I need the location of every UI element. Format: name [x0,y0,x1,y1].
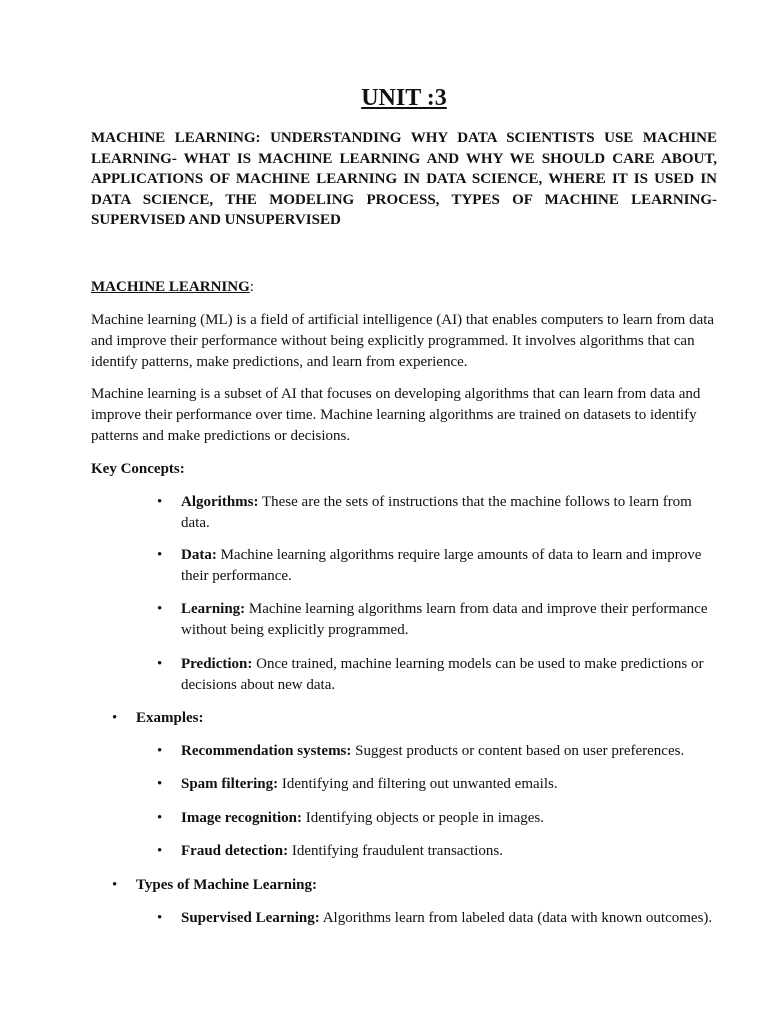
list-item [157,654,721,696]
section-heading [91,277,254,297]
bullet-icon: • [157,601,163,617]
bullet-icon: • [112,877,118,893]
item-text: Machine learning algorithms learn from data and improve their performance without being explicitly programmed. [181,601,708,638]
list-item [157,492,721,534]
item-term: Prediction: [181,656,253,672]
item-text: Once trained, machine learning models can be used to make predictions or decisions about new data. [181,656,704,693]
bullet-icon: • [157,910,163,926]
item-term: Algorithms: [181,494,259,510]
bullet-icon: • [157,843,163,859]
item-term: Recommendation systems: [181,743,352,759]
bullet-icon: • [157,547,163,563]
paragraph-subset: Machine learning is a subset of AI that focuses on developing algorithms that can learn from data and improve their performance over time. Machine learning algorithms are trained on datasets to identify patterns and make predictions or decisions. [91,386,701,444]
item-term: Supervised Learning: [181,910,320,926]
item-text: Machine learning algorithms require large amounts of data to learn and improve their performance. [181,547,702,584]
list-item [157,808,721,829]
list-item [157,741,721,762]
examples-heading-item [112,708,721,729]
list-item [157,841,721,862]
item-text: Identifying objects or people in images. [301,810,544,826]
item-term: Data: [181,547,217,563]
item-term: Learning: [181,601,246,617]
item-text: Identifying and filtering out unwanted emails. [278,776,558,792]
bullet-icon: • [157,810,163,826]
bullet-icon: • [157,743,163,759]
item-term: Image recognition: [181,810,302,826]
types-heading: Types of Machine Learning: [136,877,317,893]
paragraph-definition: Machine learning (ML) is a field of artificial intelligence (AI) that enables computers to learn from data and improve their performance without being explicitly programmed. It involves algorithms that can identify patterns, make predictions, and learn from experience. [91,312,715,370]
bullet-icon: • [157,776,163,792]
key-concepts-heading: Key Concepts: [91,461,185,477]
item-text: Suggest products or content based on user preferences. [351,743,685,759]
unit-topics-heading: MACHINE LEARNING: UNDERSTANDING WHY DATA SCIENTISTS USE MACHINE LEARNING- WHAT IS MACHINE LEARNING AND WHY WE SHOULD CARE ABOUT, APPLICATIONS OF MACHINE LEARNING IN DATA SCIENCE, WHERE IT IS USED IN DATA SCIENCE, THE MODELING PROCESS, TYPES OF MACHINE LEARNING- SUPERVISED AND UNSUPERVISED [91,130,717,228]
bullet-icon: • [112,710,118,726]
list-item [157,774,721,795]
item-text: Algorithms learn from labeled data (data with known outcomes). [319,910,713,926]
types-heading-item [112,875,721,896]
list-item [157,545,721,587]
list-item [157,908,721,929]
item-term: Spam filtering: [181,776,279,792]
item-term: Fraud detection: [181,843,289,859]
unit-title: UNIT :3 [361,85,447,111]
list-item [157,599,721,641]
bullet-icon: • [157,494,163,510]
bullet-icon: • [157,656,163,672]
examples-heading: Examples: [136,710,204,726]
section-title: MACHINE LEARNING [91,279,250,295]
section-title-colon: : [249,279,254,295]
item-text: These are the sets of instructions that the machine follows to learn from data. [181,494,692,531]
item-text: Identifying fraudulent transactions. [288,843,504,859]
